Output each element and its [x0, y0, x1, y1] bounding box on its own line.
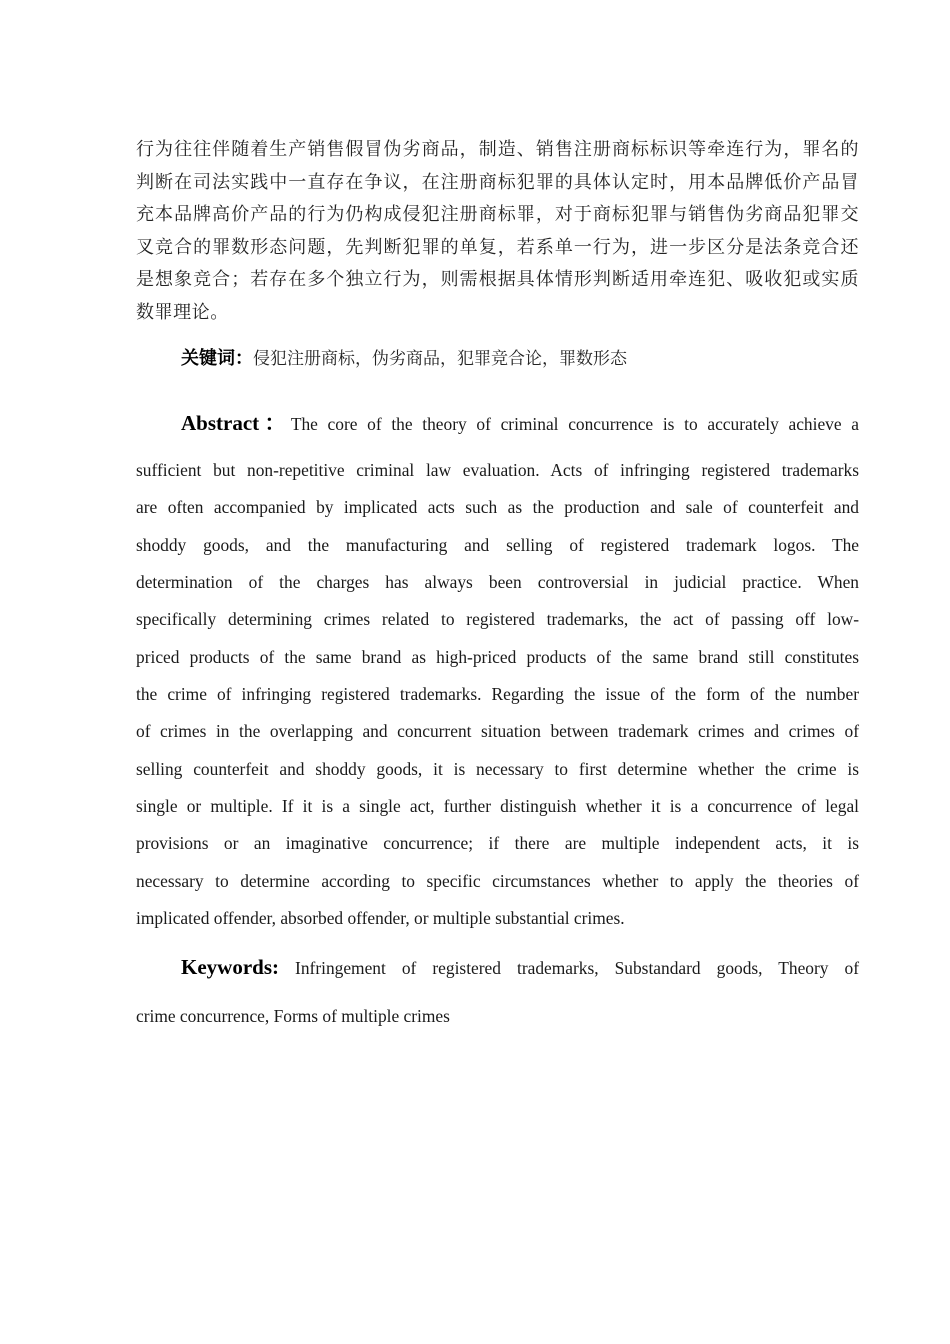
abstract-line: provisions or an imaginative concurrence; if there are multiple independent acts, it is [136, 833, 859, 853]
abstract-line: single or multiple. If it is a single act, further distinguish whether it is a concurrence of legal [136, 796, 859, 816]
chinese-abstract-paragraph: 行为往往伴随着生产销售假冒伪劣商品，制造、销售注册商标标识等牵连行为，罪名的判断在司法实践中一直存在争议，在注册商标犯罪的具体认定时，用本品牌低价产品冒充本品牌高价产品的行为仍构成侵犯注册商标罪，对于商标犯罪与销售伪劣商品犯罪交叉竞合的罪数形态问题，先判断犯罪的单复，若系单一行为，进一步区分是法条竞合还是想象竞合；若存在多个独立行为，则需根据具体情形判断适用牵连犯、吸收犯或实质数罪理论。 [136, 139, 859, 323]
keywords-line [181, 955, 859, 979]
chinese-keywords-label: 关键词： [181, 348, 253, 369]
abstract-line: implicated offender, absorbed offender, or multiple substantial crimes. [136, 908, 625, 928]
abstract-line: specifically determining crimes related to registered trademarks, the act of passing off low- [136, 609, 859, 629]
abstract-line: shoddy goods, and the manufacturing and selling of registered trademark logos. The [136, 535, 859, 555]
chinese-keywords-text: 侵犯注册商标，伪劣商品，犯罪竞合论，罪数形态 [253, 349, 627, 369]
chinese-keywords [181, 345, 861, 373]
abstract-line: priced products of the same brand as high-priced products of the same brand still constitutes [136, 647, 859, 667]
abstract-line: the crime of infringing registered trademarks. Regarding the issue of the form of the number [136, 684, 859, 704]
abstract-label: Abstract： [181, 411, 291, 435]
abstract-line: are often accompanied by implicated acts such as the production and sale of counterfeit and [136, 497, 859, 517]
abstract-line [181, 411, 859, 435]
abstract-line-text: The core of the theory of criminal concurrence is to accurately achieve a [290, 414, 859, 434]
keywords-line: crime concurrence, Forms of multiple crimes [136, 1006, 450, 1026]
abstract-line: determination of the charges has always been controversial in judicial practice. When [136, 572, 859, 592]
keywords-label: Keywords: [181, 955, 279, 979]
abstract-line: selling counterfeit and shoddy goods, it is necessary to first determine whether the crime is [136, 759, 859, 779]
abstract-line: sufficient but non-repetitive criminal law evaluation. Acts of infringing registered trademarks [136, 460, 859, 480]
abstract-line: necessary to determine according to specific circumstances whether to apply the theories of [136, 871, 859, 891]
abstract-line: of crimes in the overlapping and concurrent situation between trademark crimes and crimes of [136, 721, 859, 741]
keywords-line-text: Infringement of registered trademarks, Substandard goods, Theory of [295, 958, 859, 978]
